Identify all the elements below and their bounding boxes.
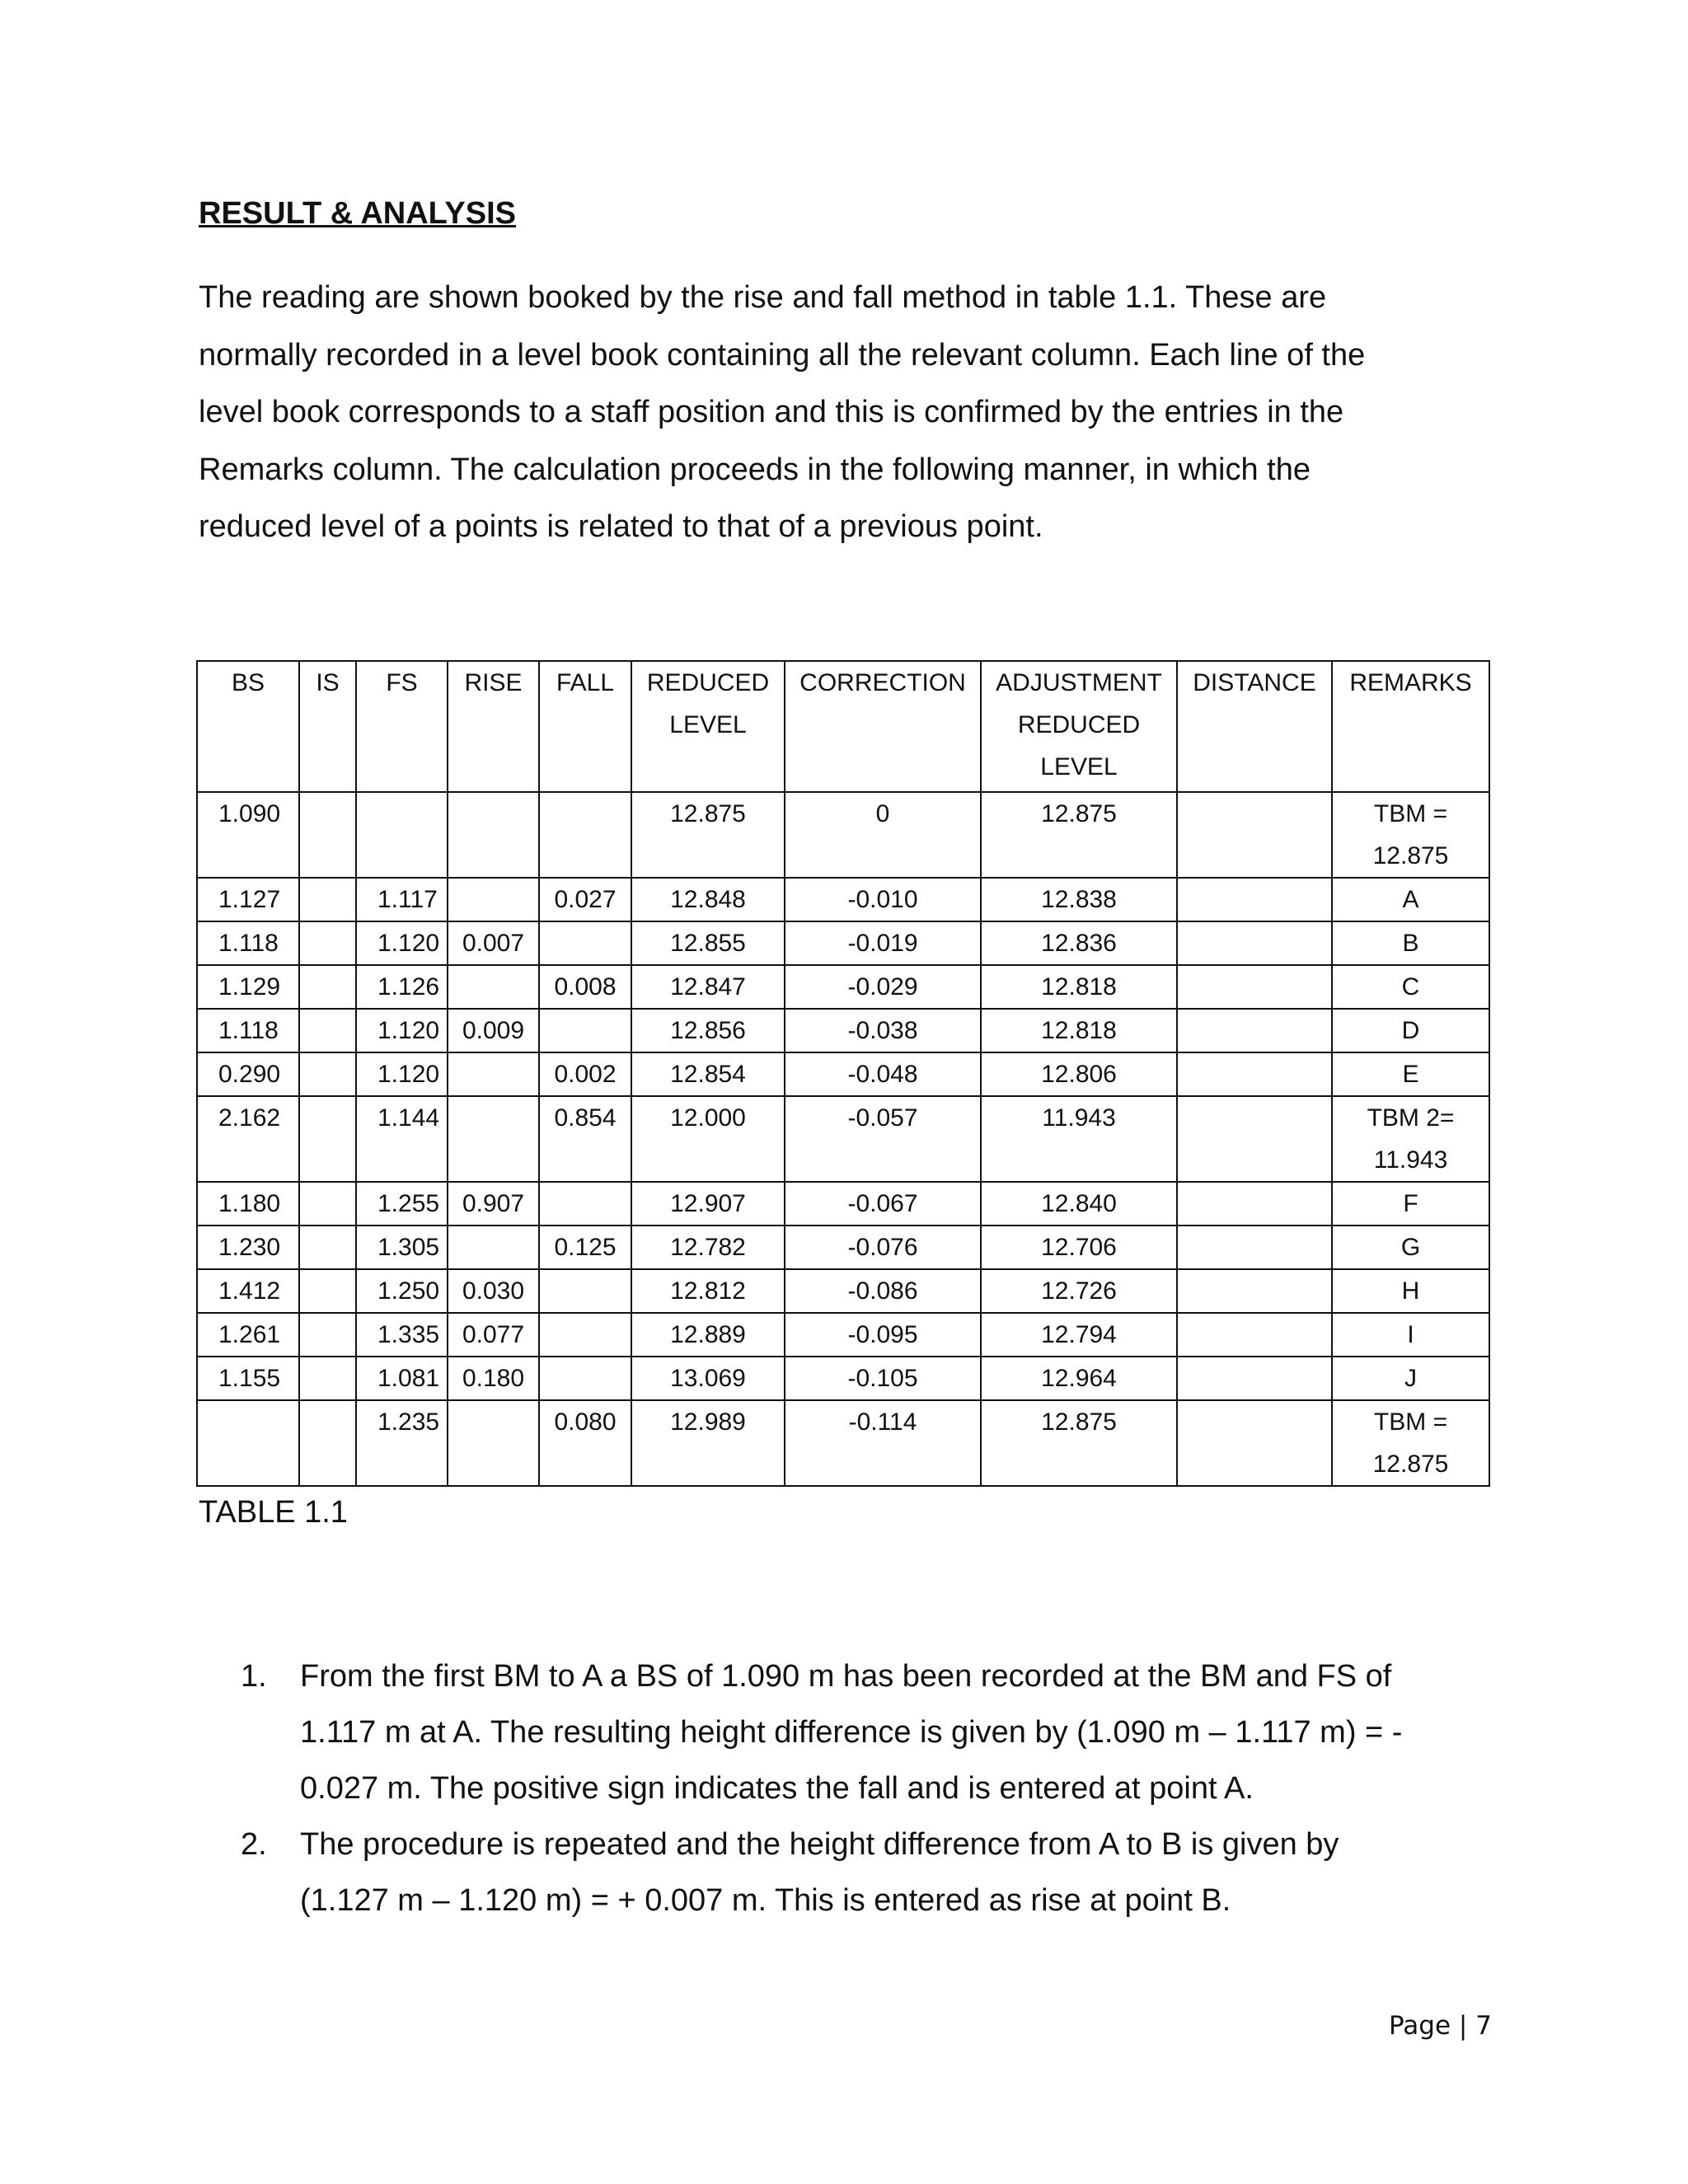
column-header: DISTANCE [1177,661,1332,792]
intro-line: reduced level of a points is related to that of a previous point. [199,509,1043,544]
table-cell: 12.840 [981,1182,1177,1226]
table-cell: 0.125 [539,1226,631,1269]
table-row [197,1269,1489,1313]
table-caption: TABLE 1.1 [199,1495,348,1530]
column-header: REDUCED LEVEL [631,661,785,792]
table-cell: H [1332,1269,1489,1313]
table-row [197,1357,1489,1400]
table-cell: G [1332,1226,1489,1269]
table-cell [1177,1096,1332,1182]
table-cell [539,1313,631,1357]
table-cell: 0.008 [539,965,631,1009]
table-cell: 1.120 [356,921,448,965]
table-cell: -0.076 [785,1226,981,1269]
table-cell: 12.907 [631,1182,785,1226]
table-cell: 12.875 [981,1400,1177,1486]
table-cell [1177,878,1332,921]
table-cell: -0.095 [785,1313,981,1357]
table-cell [299,921,356,965]
table-cell: 12.838 [981,878,1177,921]
table-cell: -0.114 [785,1400,981,1486]
table-cell [299,965,356,1009]
table-cell: 1.335 [356,1313,448,1357]
table-cell: 1.250 [356,1269,448,1313]
table-cell: 12.848 [631,878,785,921]
table-cell [448,1052,539,1096]
table-cell [299,878,356,921]
table-cell [1177,1269,1332,1313]
table-cell: TBM = 12.875 [1332,1400,1489,1486]
table-cell: 1.081 [356,1357,448,1400]
table-row [197,965,1489,1009]
table-cell: 0 [785,792,981,878]
table-cell [1177,965,1332,1009]
table-cell: 1.412 [197,1269,299,1313]
table-cell: C [1332,965,1489,1009]
section-heading: RESULT & ANALYSIS [199,196,516,231]
table-cell: 0.907 [448,1182,539,1226]
table-cell: -0.086 [785,1269,981,1313]
table-cell [1177,1357,1332,1400]
table-cell [539,1182,631,1226]
column-header: FS [356,661,448,792]
table-cell: 12.794 [981,1313,1177,1357]
table-cell: 0.180 [448,1357,539,1400]
table-cell [539,792,631,878]
table-cell [1177,1226,1332,1269]
column-header: CORRECTION [785,661,981,792]
table-cell [539,1009,631,1052]
table-cell: 0.009 [448,1009,539,1052]
table-cell: 12.806 [981,1052,1177,1096]
table-cell: 1.127 [197,878,299,921]
table-cell: 1.155 [197,1357,299,1400]
table-cell [299,1009,356,1052]
table-cell [1177,1400,1332,1486]
level-book-table [196,660,1490,1487]
table-cell: E [1332,1052,1489,1096]
table-cell: -0.010 [785,878,981,921]
column-header: IS [299,661,356,792]
table-cell [1177,1313,1332,1357]
table-cell: TBM 2= 11.943 [1332,1096,1489,1182]
table-cell [539,921,631,965]
table-cell: 0.290 [197,1052,299,1096]
table-cell: 1.261 [197,1313,299,1357]
table-row [197,1096,1489,1182]
table-cell: 12.836 [981,921,1177,965]
table-cell: 1.126 [356,965,448,1009]
table-cell: 1.120 [356,1009,448,1052]
table-cell [448,1096,539,1182]
table-row [197,1400,1489,1486]
table-cell: 1.118 [197,921,299,965]
table-cell: 0.007 [448,921,539,965]
table-cell [1177,1009,1332,1052]
table-cell: 0.854 [539,1096,631,1182]
table-cell [299,1052,356,1096]
table-cell [448,1400,539,1486]
table-cell: 12.706 [981,1226,1177,1269]
table-cell: 1.118 [197,1009,299,1052]
column-header: BS [197,661,299,792]
table-cell: 12.812 [631,1269,785,1313]
table-cell [299,1400,356,1486]
table-cell [299,1226,356,1269]
table-cell [299,1182,356,1226]
column-header: REMARKS [1332,661,1489,792]
table-cell [299,1096,356,1182]
table-row [197,1182,1489,1226]
table-cell: 1.129 [197,965,299,1009]
table-cell [1177,792,1332,878]
table-cell: 12.889 [631,1313,785,1357]
intro-line: The reading are shown booked by the rise and fall method in table 1.1. These are [199,280,1327,315]
table-cell: -0.105 [785,1357,981,1400]
table-row [197,1226,1489,1269]
table-cell: -0.029 [785,965,981,1009]
intro-line: Remarks column. The calculation proceeds in the following manner, in which the [199,452,1311,487]
table-cell: 12.989 [631,1400,785,1486]
table-cell [299,792,356,878]
table-cell: -0.067 [785,1182,981,1226]
intro-paragraph [199,269,1493,556]
table-cell: 11.943 [981,1096,1177,1182]
table-cell [448,792,539,878]
table-cell: 12.726 [981,1269,1177,1313]
table-row [197,792,1489,878]
table-header-row [197,661,1489,792]
table-cell: F [1332,1182,1489,1226]
table-cell: 1.230 [197,1226,299,1269]
step-item [241,1648,1493,1816]
table-cell: 0.080 [539,1400,631,1486]
table-cell: -0.038 [785,1009,981,1052]
table-cell: 12.000 [631,1096,785,1182]
step-line: 1.117 m at A. The resulting height difference is given by (1.090 m – 1.117 m) = - [300,1715,1403,1750]
table-cell: 0.030 [448,1269,539,1313]
step-line: From the first BM to A a BS of 1.090 m has been recorded at the BM and FS of [300,1659,1392,1694]
table-cell: 1.305 [356,1226,448,1269]
table-cell [539,1357,631,1400]
table-cell: A [1332,878,1489,921]
table-cell: 1.235 [356,1400,448,1486]
table-cell: 12.856 [631,1009,785,1052]
table-cell: 12.855 [631,921,785,965]
intro-line: normally recorded in a level book containing all the relevant column. Each line of the [199,337,1366,373]
column-header: RISE [448,661,539,792]
table-cell: 12.964 [981,1357,1177,1400]
table-cell [356,792,448,878]
table-cell [299,1269,356,1313]
table-cell: 0.002 [539,1052,631,1096]
table-cell [299,1313,356,1357]
table-cell: -0.019 [785,921,981,965]
table-cell: 12.782 [631,1226,785,1269]
table-row [197,1052,1489,1096]
table-cell [539,1269,631,1313]
table-cell: -0.048 [785,1052,981,1096]
table-cell: I [1332,1313,1489,1357]
table-cell: B [1332,921,1489,965]
column-header: FALL [539,661,631,792]
table-row [197,921,1489,965]
step-line: (1.127 m – 1.120 m) = + 0.007 m. This is entered as rise at point B. [300,1883,1231,1918]
table-cell: J [1332,1357,1489,1400]
numbered-steps [241,1648,1493,1929]
intro-line: level book corresponds to a staff position and this is confirmed by the entries in the [199,395,1344,429]
table-cell [299,1357,356,1400]
table-cell: 1.255 [356,1182,448,1226]
step-item [241,1816,1493,1929]
step-number: 1. [241,1659,267,1694]
table-cell [1177,921,1332,965]
table-cell: 1.090 [197,792,299,878]
table-cell: 0.027 [539,878,631,921]
step-line: The procedure is repeated and the height difference from A to B is given by [300,1827,1339,1862]
step-number: 2. [241,1827,267,1862]
table-cell: 1.120 [356,1052,448,1096]
table-cell: 1.117 [356,878,448,921]
table-row [197,1009,1489,1052]
table-cell: 12.854 [631,1052,785,1096]
table-cell: 12.847 [631,965,785,1009]
table-cell: 12.875 [631,792,785,878]
table-cell [448,878,539,921]
table-cell: 1.180 [197,1182,299,1226]
column-header: ADJUSTMENT REDUCED LEVEL [981,661,1177,792]
table-cell: 0.077 [448,1313,539,1357]
table-cell [448,1226,539,1269]
table-cell: TBM = 12.875 [1332,792,1489,878]
table-cell [1177,1052,1332,1096]
table-cell: 1.144 [356,1096,448,1182]
table-cell: 12.875 [981,792,1177,878]
table-row [197,878,1489,921]
table-cell [1177,1182,1332,1226]
table-row [197,1313,1489,1357]
table-cell: -0.057 [785,1096,981,1182]
step-line: 0.027 m. The positive sign indicates the fall and is entered at point A. [300,1771,1254,1806]
table-cell [197,1400,299,1486]
table-cell [448,965,539,1009]
table-cell: 13.069 [631,1357,785,1400]
table-cell: 12.818 [981,1009,1177,1052]
table-cell: 2.162 [197,1096,299,1182]
table-cell: D [1332,1009,1489,1052]
table-cell: 12.818 [981,965,1177,1009]
page-number: Page | 7 [1389,2011,1492,2041]
